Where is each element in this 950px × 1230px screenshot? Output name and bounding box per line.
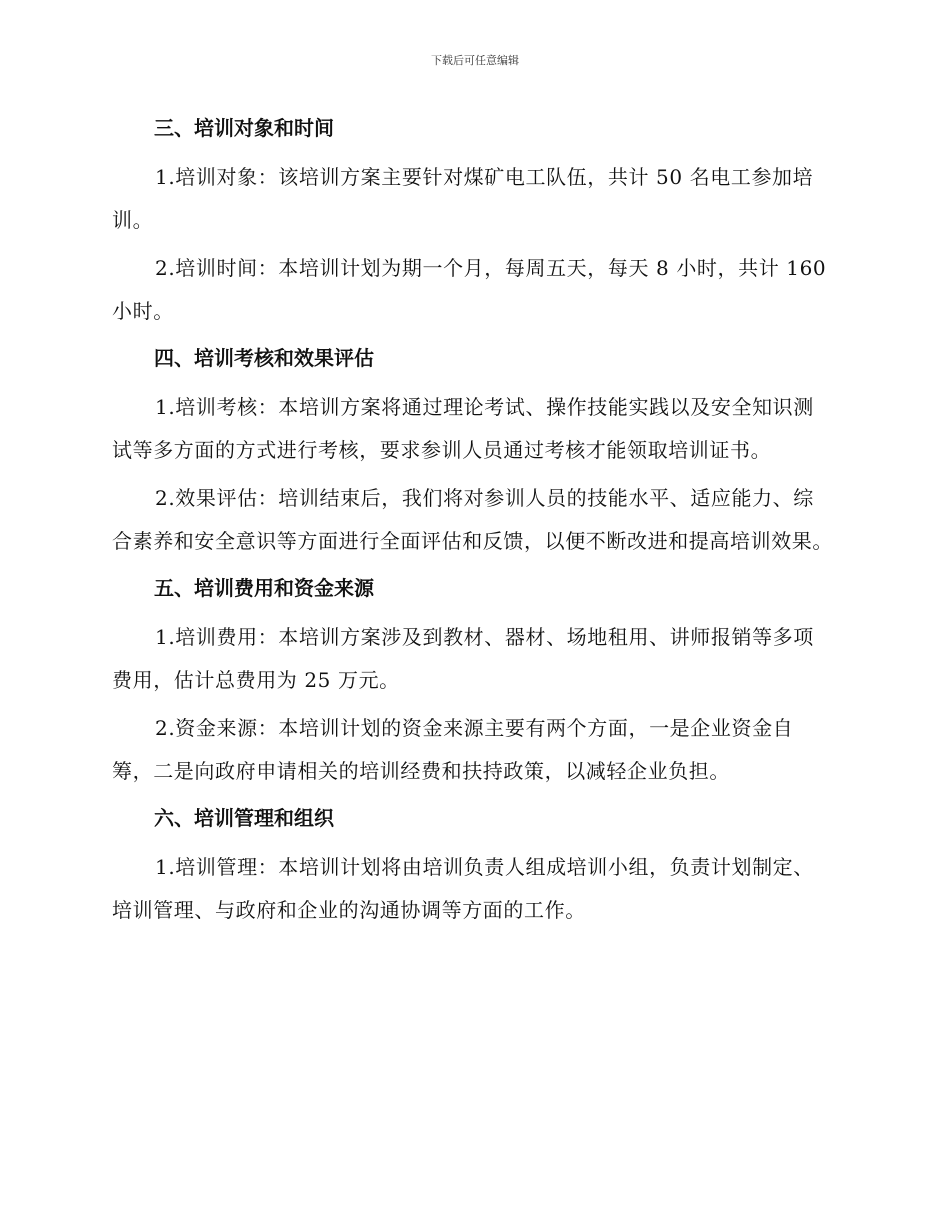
paragraph: 2.培训时间：本培训计划为期一个月，每周五天，每天 8 小时，共计 160 小时。: [112, 256, 827, 323]
paragraph: 1.培训对象：该培训方案主要针对煤矿电工队伍，共计 50 名电工参加培训。: [112, 165, 814, 232]
page-header: 下载后可任意编辑: [431, 54, 519, 67]
paragraph: 1.培训管理：本培训计划将由培训负责人组成培训小组，负责计划制定、培训管理、与政府和企业的沟通协调等方面的工作。: [112, 855, 814, 922]
section-heading: 三、培训对象和时间: [154, 116, 334, 140]
section-heading: 六、培训管理和组织: [154, 806, 334, 830]
section-heading: 四、培训考核和效果评估: [154, 346, 374, 370]
section-training-targets-time: [112, 108, 834, 333]
section-cost-funding: [112, 568, 834, 793]
document-body: [112, 108, 834, 937]
section-assessment-evaluation: [112, 338, 834, 563]
section-management-organization: [112, 798, 834, 932]
paragraph: 1.培训考核：本培训方案将通过理论考试、操作技能实践以及安全知识测试等多方面的方式进行考核，要求参训人员通过考核才能领取培训证书。: [112, 395, 814, 462]
paragraph: 2.资金来源：本培训计划的资金来源主要有两个方面，一是企业资金自筹，二是向政府申请相关的培训经费和扶持政策，以减轻企业负担。: [112, 716, 794, 783]
paragraph: 2.效果评估：培训结束后，我们将对参训人员的技能水平、适应能力、综合素养和安全意识等方面进行全面评估和反馈，以便不断改进和提高培训效果。: [112, 486, 833, 553]
section-heading: 五、培训费用和资金来源: [154, 576, 374, 600]
paragraph: 1.培训费用：本培训方案涉及到教材、器材、场地租用、讲师报销等多项费用，估计总费用为 25 万元。: [112, 625, 814, 692]
